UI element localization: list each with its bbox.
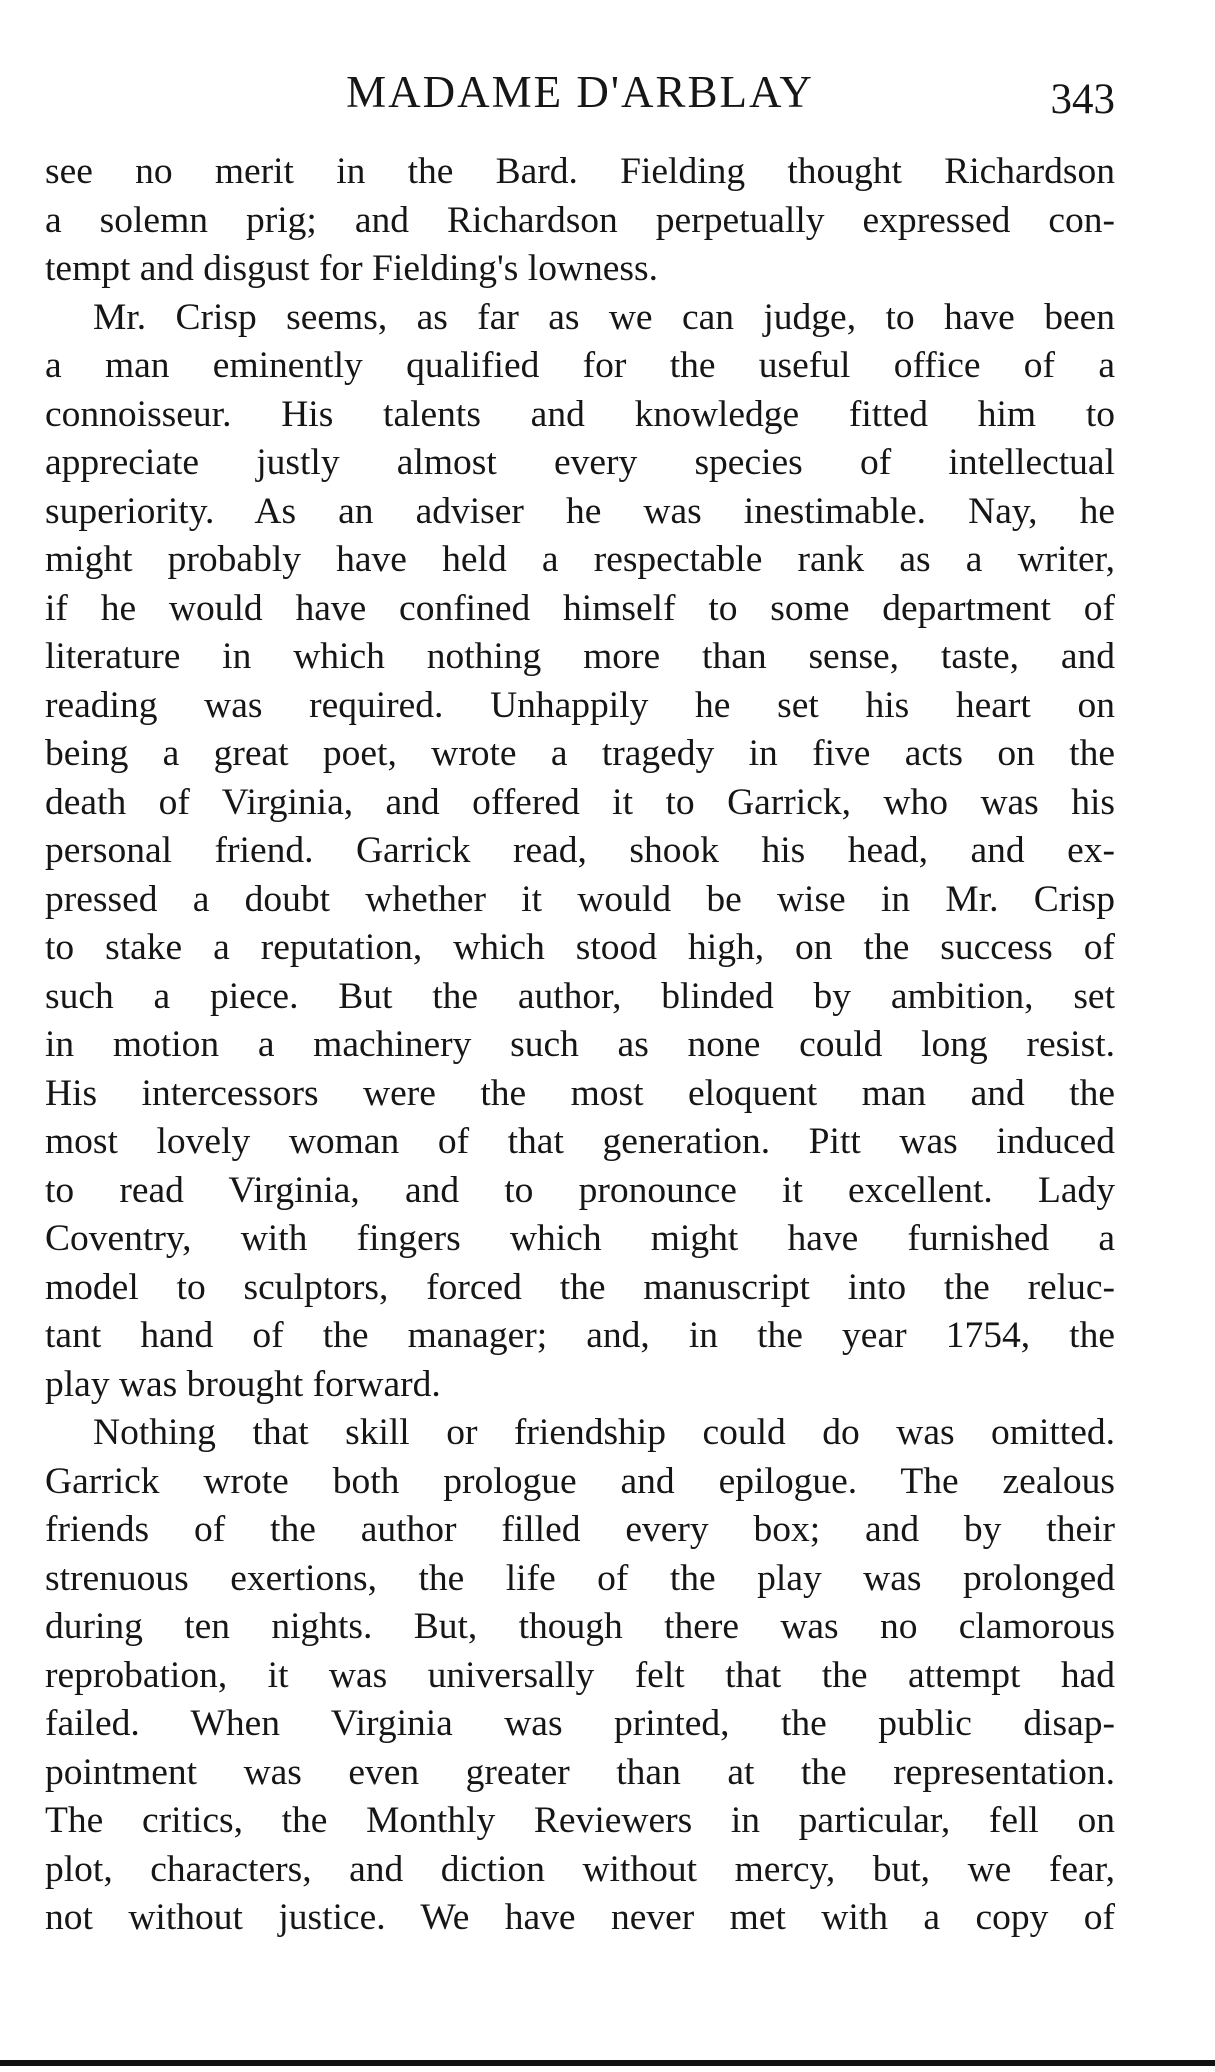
text-line: death of Virginia, and offered it to Garrick, who was his (45, 781, 1115, 823)
text-line: most lovely woman of that generation. Pitt was induced (45, 1121, 1115, 1162)
text-line: The critics, the Monthly Reviewers in particular, fell on (45, 1800, 1115, 1841)
text-line: Mr. Crisp seems, as far as we can judge, to have been (93, 296, 1115, 338)
text-line: such a piece. But the author, blinded by ambition, set (45, 975, 1115, 1017)
running-head (45, 62, 1115, 122)
text-line: a man eminently qualified for the useful office of a (45, 345, 1115, 386)
text-line: a solemn prig; and Richardson perpetually expressed con- (45, 199, 1115, 241)
text-line: reading was required. Unhappily he set his heart on (45, 684, 1115, 726)
text-line: see no merit in the Bard. Fielding thought Richardson (45, 151, 1115, 192)
text-line: reprobation, it was universally felt that the attempt had (45, 1654, 1115, 1696)
text-line: model to sculptors, forced the manuscript into the reluc- (45, 1266, 1115, 1308)
text-line: pointment was even greater than at the representation. (45, 1751, 1115, 1793)
text-line: superiority. As an adviser he was inestimable. Nay, he (45, 490, 1115, 532)
text-line: connoisseur. His talents and knowledge fitted him to (45, 393, 1115, 435)
text-line: Garrick wrote both prologue and epilogue. The zealous (45, 1460, 1115, 1502)
text-line: tant hand of the manager; and, in the year 1754, the (45, 1315, 1115, 1356)
text-line: Nothing that skill or friendship could do was omitted. (93, 1412, 1115, 1453)
body-text (45, 148, 1115, 1943)
paragraph-1 (45, 148, 1115, 294)
text-line: literature in which nothing more than sense, taste, and (45, 636, 1115, 677)
text-line: during ten nights. But, though there was no clamorous (45, 1606, 1115, 1647)
text-line: to read Virginia, and to pronounce it excellent. Lady (45, 1169, 1115, 1211)
text-line: to stake a reputation, which stood high, on the success of (45, 927, 1115, 968)
text-line: strenuous exertions, the life of the play was prolonged (45, 1557, 1115, 1599)
paragraph-3 (45, 1409, 1115, 1943)
text-line: being a great poet, wrote a tragedy in five acts on the (45, 733, 1115, 774)
text-line: friends of the author filled every box; and by their (45, 1509, 1115, 1550)
page-number: 343 (1050, 76, 1115, 123)
text-line: play was brought forward. (45, 1363, 441, 1405)
running-title: MADAME D'ARBLAY (346, 67, 814, 117)
text-line: pressed a doubt whether it would be wise in Mr. Crisp (45, 878, 1115, 920)
paragraph-2 (45, 294, 1115, 1410)
text-line: tempt and disgust for Fielding's lowness. (45, 248, 658, 289)
text-line: His intercessors were the most eloquent man and the (45, 1072, 1115, 1114)
bottom-rule (0, 2060, 1215, 2066)
text-line: might probably have held a respectable rank as a writer, (45, 539, 1115, 580)
text-line: appreciate justly almost every species of intellectual (45, 442, 1115, 483)
text-line: if he would have confined himself to some department of (45, 587, 1115, 629)
text-line: Coventry, with fingers which might have furnished a (45, 1218, 1115, 1259)
text-line: not without justice. We have never met with a copy of (45, 1897, 1115, 1938)
text-line: personal friend. Garrick read, shook his head, and ex- (45, 830, 1115, 871)
text-line: failed. When Virginia was printed, the public disap- (45, 1703, 1115, 1744)
text-line: plot, characters, and diction without mercy, but, we fear, (45, 1848, 1115, 1890)
text-line: in motion a machinery such as none could long resist. (45, 1024, 1115, 1065)
